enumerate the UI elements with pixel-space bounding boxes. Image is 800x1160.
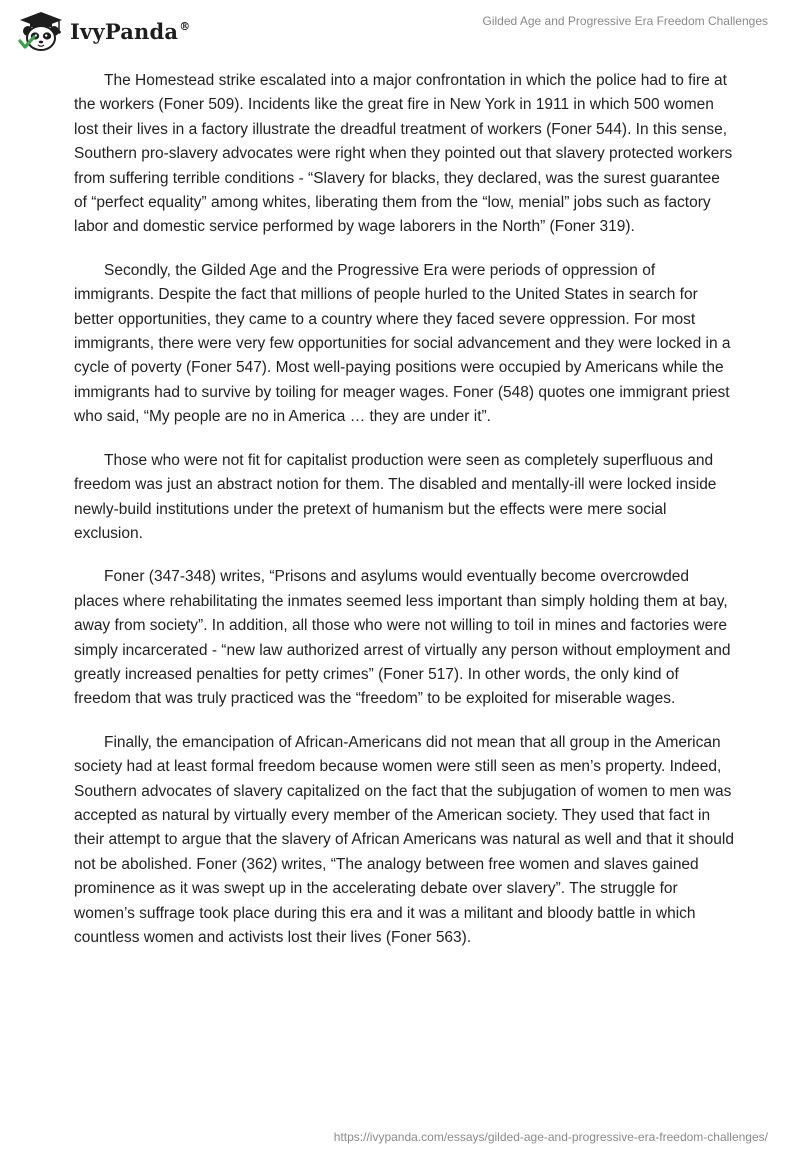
page-header [0,0,800,56]
brand-logo[interactable] [14,9,190,53]
paragraph-2: Secondly, the Gilded Age and the Progressive Era were periods of oppression of immigrants. Despite the fact that millions of people hurled to the United States in search for better opportunities, they came to a country where they faced severe oppression. For most immigrants, there were very few opportunities for social advancement and they were locked in a cycle of poverty (Foner 547). Most well-paying positions were occupied by Americans while the immigrants had to survive by toiling for meager wages. Foner (548) quotes one immigrant priest who said, “My people are no in America … they are under it”. [74,261,731,426]
paragraph-5: Finally, the emancipation of African-Americans did not mean that all group in the American society had at least formal freedom because women were still seen as men’s property. Indeed, Southern advocates of slavery capitalized on the fact that the subjugation of women to men was accepted as natural by virtually every member of the American society. They used that fact in their attempt to argue that the slavery of African Americans was natural as well and that it should not be abolished. Foner (362) writes, “The analogy between free women and slaves gained prominence as it was swept up in the accelerating debate over slavery”. The struggle for women’s suffrage took place during this era and it was a militant and bloody battle in which countless women and activists lost their lives (Foner 563). [74,733,734,946]
essay-body [74,69,734,969]
paragraph-1: The Homestead strike escalated into a major confrontation in which the police had to fire at the workers (Foner 509). Incidents like the great fire in New York in 1911 in which 500 women lost their lives in a factory illustrate the dreadful treatment of workers (Foner 544). In this sense, Southern pro-slavery advocates were right when they pointed out that slavery protected workers from suffering terrible conditions - “Slavery for blacks, they declared, was the surest guarantee of “perfect equality” among whites, liberating them from the “low, menial” jobs such as factory labor and domestic service performed by wage laborers in the North” (Foner 319). [74,72,733,236]
registered-mark: ® [179,19,191,33]
document-title: Gilded Age and Progressive Era Freedom Challenges [482,14,768,28]
source-url[interactable]: https://ivypanda.com/essays/gilded-age-and-progressive-era-freedom-challenges/ [333,1130,768,1144]
brand-name: IvyPanda® [70,18,191,44]
panda-graduate-logo-icon [14,9,66,53]
paragraph-3: Those who were not fit for capitalist production were seen as completely superfluous and freedom was just an abstract notion for them. The disabled and mentally-ill were locked inside newly-build institutions under the pretext of humanism but the effects were mere social exclusion. [74,451,717,542]
paragraph-4: Foner (347-348) writes, “Prisons and asylums would eventually become overcrowded places where rehabilitating the inmates seemed less important than simply holding them at bay, away from society”. In addition, all those who were not willing to toil in mines and factories were simply incarcerated - “new law authorized arrest of virtually any person without employment and greatly increased penalties for petty crimes” (Foner 517). In other words, the only kind of freedom that was truly practiced was the “freedom” to be exploited for miserable wages. [74,568,731,708]
